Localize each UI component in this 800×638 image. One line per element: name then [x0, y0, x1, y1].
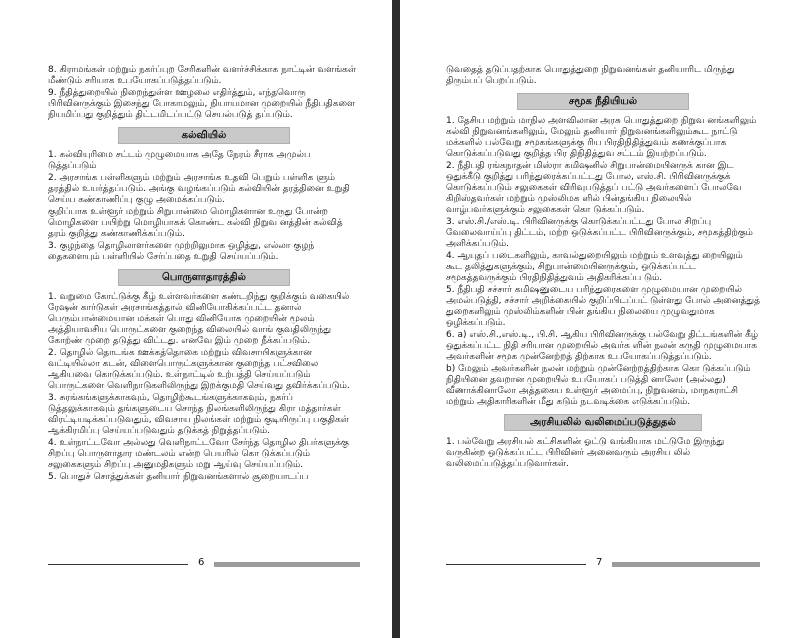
- social-item: 1. தேசிய மற்றும் மாநில அளவிலான அரசு பொதுத்துறை நிறுவ னங்களிலும் கல்வி நிறுவனங்களிலும், மேலும் தனியார் நிறுவனங்களிலும்கூட நாட்டு மக்களில் பல்வேறு சமூகங்களுக்கு ரிய பிரதிநிதித்துவம் கணக்குப்பாக கொடுக்கப்படுவது குறித்த பிர திநிதித்துவ சட்டம் இயற்றப்படும்.: [446, 116, 757, 159]
- economy-item: 5. பொதுச் சொத்துக்கள் தனியார் நிறுவனங்களால் சூறையாடப்ப: [48, 472, 309, 482]
- right-page-content: [446, 65, 760, 471]
- economy-item: 3. சுரங்கங்களுக்காகவும், தொழிற்கூடங்களுக்காகவும், நகர்ப் டுத்தலுக்காகவும் தங்களுடைய சொந்த நிலங்களிலிருந்து கிரா மத்தார்கள் விரட்டியடிக்கப்படுவதும், விவசாய நிலங்கள் மற்றும் குடியிருப்பு பகுதிகள் ஆக்கிரமிப்பு செய்யப்படுவதும் தடுக்கத் நிறுத்தப்படும்.: [48, 393, 349, 436]
- left-paragraph: 8. கிராமங்கள் மற்றும் நகர்ப்புற சேரிகளின் வளர்ச்சிக்காக நாட்டின் வளங்கள் மீண்டும் சரியாக உபயோகப்படுத்தப்படும்.: [48, 65, 356, 86]
- education-heading: கல்வியில்: [118, 127, 290, 144]
- economy-item: 1. வறுமை கோட்டுக்கு கீழ் உள்ளவர்களை கண்டறிந்து குறிக்கும் வகையில் ரேஷன் கார்டுகள் அரசாங்கத்தால் வினியோகிக்கப்பட்ட தனால் பெரும்பான்மையான மக்கள் பொது வினியோக முறையின் மூலம் அத்தியாவசிய பொருட்களை குறைந்த விலையில் வாங் குவதிலிருந்து கோற்ண் முறை தடுத்து விட்டது. எனவே இம் முறை நீக்கப்படும்.: [48, 292, 350, 346]
- footer-rule: [446, 564, 586, 565]
- page-number: 6: [198, 557, 205, 568]
- economy-heading: பொருளாதாரத்தில்: [118, 269, 290, 286]
- social-item: 4. ஆயுதப் படைகளிலும், காவல்துறையிலும் மற்றும் உளவுத்து றையிலும் கூட தலித்துகளுக்கும், சிறுபான்மையினருக்கும், ஒடுக்கப்பட்ட சமூகத்தவருக்கும் பிரதிநிதித்துவம் அதிகரிக்கப்ப டும்.: [446, 251, 743, 283]
- social-item: 2. நீதிபதி ரங்கநாதன் மிஸ்ரா கமிஷனில் சிறுபான்மையினருக் கான இட ஒதுக்கீடு குறித்து பரிந்துரைக்கப்பட்டது போல, எஸ்.சி. பிரிவினருக்குக் கொடுக்கப்படும் சலுகைகள் விரிவுபடுத்தப் பட்டு அவர்களைப் போலவே கிறிஸ்தவர்கள் மற்றும் முஸ்லிமக ளில் பின்தங்கிய நிலையில் வாழ்பவர்களுக்கும் சலுகைகள் கொ டுக்கப்படும்.: [446, 161, 742, 215]
- social-justice-heading: சமூக நீதியியல்: [517, 93, 689, 110]
- page-gutter: [392, 0, 400, 638]
- education-item: குறிப்பாக உள்ளூர் மற்றும் சிறுபான்மை மொழிகளான உருது போன்ற மொழிகளை பயிற்று மொழியாகக் கொண்ட கல்வி நிறுவ னத்தின் கல்வித் தரம் குறித்து கண்காணிக்கப்படும்.: [48, 207, 343, 239]
- left-page-footer: [48, 559, 360, 569]
- right-page-footer: [446, 559, 760, 569]
- right-page: [400, 0, 800, 638]
- footer-rule: [48, 564, 188, 565]
- footer-bar: [612, 562, 760, 567]
- left-page-content: [48, 65, 360, 484]
- economy-item: 4. உள்நாட்டவோ அல்லது வெளிநாட்டவோ சேர்ந்த தொழில திபர்களுக்கு சிறப்பு பொருளாதார மண்டலம் என்ற பெயரில் கொ டுக்கப்படும் சலுகைகளும் சிறப்பு அனுமதிகளும் மறு ஆய்வு செய்யப்படும்.: [48, 438, 349, 470]
- left-page: [0, 0, 392, 638]
- economy-item: 2. தொழில் தொடங்க ஊக்கத்தொகை மற்றும் விவசாயிகளுக்கான வட்டியில்லா கடன், விளைபொருட்களுக்கான குறைந்த பட்சவிலை ஆகியவை கொடுக்கப்படும். உள்நாட்டில் உற்பத்தி செய்யப்படும் பொருட்களை வெளிநாடுகளிலிருந்து இறக்குமதி செய்வது தவிர்க்கப்படும்.: [48, 348, 350, 391]
- left-paragraph: 9. நீதித்துறையில் நிறைந்துள்ள ஊழலை எதிர்த்தும், எந்தவொரு பிரிவினருக்கும் இசைந்து போகாமலும், நியாயமான முறையில் நீதிபதிகளை நியமிப்பது குறித்தும் திட்டமிடப்பட்டு செயல்படுத் தப்படும்.: [48, 88, 356, 120]
- political-item: 1. பல்வேறு அரசியல் கட்சிகளின் ஓட்டு வங்கியாக மட்டுமே இருந்து வருகின்ற ஒடுக்கப்பட்ட பிரிவினர் அனைவரும் அரசிய லில் வலிமைப்படுத்தப்படுவார்கள்.: [446, 437, 725, 469]
- education-item: 3. குழந்தை தொழிலாளர்களை முற்றிலுமாக ஒழித்து, எல்லா குழந் தைகளையும் பள்ளியில் சேர்ப்பதை உறுதி செய்யப்படும்.: [48, 241, 315, 262]
- social-item: b) மேலும் அவர்களின் நலன் மற்றும் முன்னேற்றத்திற்காக கொ டுக்கப்படும் நிதியினை தவறான முறையில் உபயோகப் படுத்தி னாலோ (அல்லது) வீணாக்கினாலோ அத்தகைய உள்ளூர் அமைப்பு, நிறுவனம், மாநகராட்சி மற்றும் அதிகாரிகளின் மீது கடும் நடவடிக்கை எடுக்கப்படும்.: [446, 364, 751, 407]
- social-item: 3. எஸ்.சி./எஸ்.டி. பிரிவினருக்கு கொடுக்கப்பட்டது போல சிறப்பு வேலைவாய்ப்பு திட்டம், மற்ற ஒடுக்கப்பட்ட பிரிவினருக்கும், சமூகத்திற்கும் அளிக்கப்படும்.: [446, 217, 753, 249]
- education-item: 1. கல்வியுரிமை சட்டம் முழுமையாக அதே நேரம் சீராக அமுல்ப டுத்தப்படும்: [48, 150, 311, 171]
- social-item: 5. நீதிபதி சச்சார் கமிஷனுடைய பரிந்துரைகளை முழுமையான முறையில் அமல்படுத்தி, சச்சார் அறிக்கையில் குறிப்பிடப்பட் டுள்ளது போல் அனைத்துத் துறைகளிலும் முஸ்லிம்களின் பின் தங்கிய நிலையை முழுவதுமாக ஒழிக்கப்படும்.: [446, 285, 760, 328]
- political-heading: அரசியலில் வலிமைப்படுத்துதல்: [504, 414, 702, 431]
- page-number: 7: [596, 557, 603, 568]
- right-paragraph: டுவதைத் தடுப்பதற்காக பொதுத்துறை நிறுவனங்கள் தனியாரிட மிருந்து திரும்பப் பெறப்படும்.: [446, 65, 735, 86]
- education-item: 2. அரசாங்க பள்ளிகளும் மற்றும் அரசாங்க உதவி பெறும் பள்ளிக ளும் தரத்தில் உயர்த்தப்படும். அங்கு வழங்கப்படும் கல்வியின் தரத்தினை உறுதி செய்ய கண்காணிப்பு குழு அமைக்கப்படும்.: [48, 173, 350, 205]
- footer-bar: [214, 562, 360, 567]
- social-item: 6. a) எஸ்.சி.,எஸ்.டி., பி.சி. ஆகிய பிரிவினருக்கு பல்வேறு திட்டங்களின் கீழ் ஒதுக்கப்பட்ட நிதி சரியான முறையில் அவர்க ளின் நலன் கருதி முழுமையாக அவர்களின் சமூக முன்னேற்றத் திற்காக உபயோகப்படுத்தப்படும்.: [446, 330, 759, 362]
